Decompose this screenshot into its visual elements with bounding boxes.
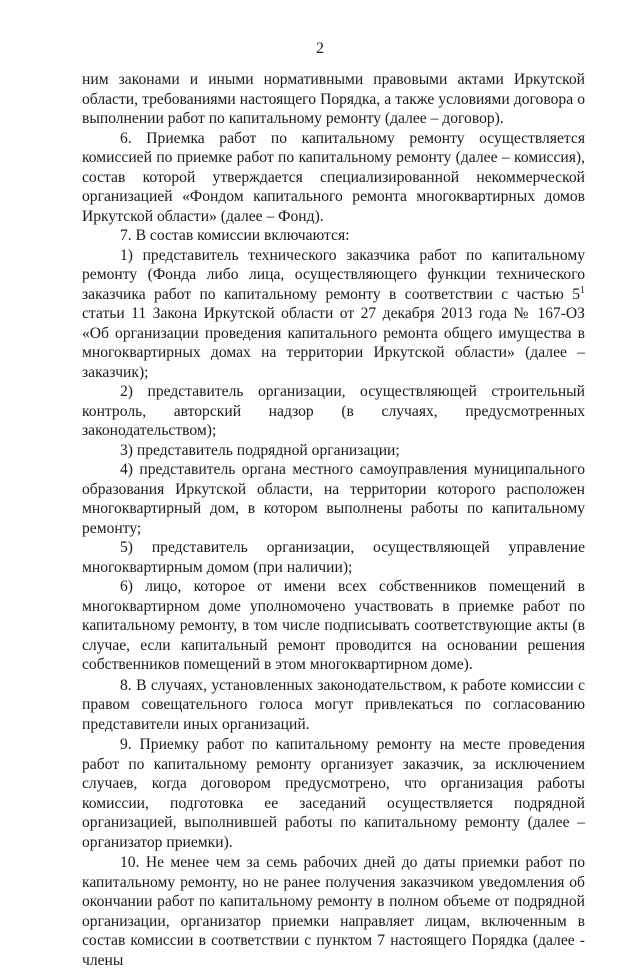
paragraph-9: 9. Приемку работ по капитальному ремонту на месте проведения работ по капитальному ремонту организует заказчик, за исключением случаев, когда договором предусмотрено, что организация работы комиссии, подготовка ее заседаний осуществляется подрядной организацией, выполнившей работы по капитальному ремонту (далее – организатор приемки). <box>82 736 585 851</box>
paragraph-7-item-6: 6) лицо, которое от имени всех собственников помещений в многоквартирном доме уполномочено участвовать в приемке работ по капитальному ремонту, в том числе подписывать соответствующие акты (в случае, если капитальный ремонт проводится на основании решения собственников помещений в этом многоквартирном доме). <box>82 578 585 673</box>
paragraph-7-item-2: 2) представитель организации, осуществляющей строительный контроль, авторский надзор (в случаях, предусмотренных законодательством); <box>82 383 585 439</box>
paragraph-7-item-5: 5) представитель организации, осуществляющей управление многоквартирным домом (при наличии); <box>82 539 585 576</box>
paragraph-7-item-1-text-b: статьи 11 Закона Иркутской области от 27 декабря 2013 года № 167-ОЗ «Об организации проведения капитального ремонта общего имущества в многоквартирных домах на территории Иркутской области» (далее – заказчик); <box>82 305 585 381</box>
page-number: 2 <box>316 40 324 57</box>
superscript-part-number: 1 <box>580 284 585 296</box>
paragraph-6: 6. Приемка работ по капитальному ремонту осуществляется комиссией по приемке работ по капитальному ремонту (далее – комиссия), состав которой утверждается специализированной некоммерческой организацией «Фондом капитального ремонта многоквартирных домов Иркутской области» (далее – Фонд). <box>82 129 585 225</box>
paragraph-8: 8. В случаях, установленных законодательством, к работе комиссии с правом совещательного голоса могут привлекаться по согласованию представители иных организаций. <box>82 676 585 733</box>
paragraph-7-item-1 <box>82 246 585 383</box>
document-body <box>82 70 585 970</box>
paragraph-7-item-1-text-a: 1) представитель технического заказчика работ по капитальному ремонту (Фонда либо лица, осуществляющего функции технического заказчика работ по капитальному ремонту в соответствии с частью 5 <box>82 246 585 303</box>
paragraph-7-item-3: 3) представитель подрядной организации; <box>120 441 400 459</box>
paragraph-continuation: ним законами и иными нормативными правовыми актами Иркутской области, требованиями настоящего Порядка, а также условиями договора о выполнении работ по капитальному ремонту (далее – договор). <box>82 71 585 127</box>
paragraph-7-item-4: 4) представитель органа местного самоуправления муниципального образования Иркутской области, на территории которого расположен многоквартирный дом, в котором выполнены работы по капитальному ремонту; <box>82 461 585 537</box>
paragraph-10: 10. Не менее чем за семь рабочих дней до даты приемки работ по капитальному ремонту, но не ранее получения заказчиком уведомления об окончании работ по капитальному ремонту в полном объеме от подрядной организации, организатор приемки направляет лицам, включенным в состав комиссии в соответствии с пунктом 7 настоящего Порядка (далее - члены <box>82 854 585 969</box>
paragraph-7: 7. В состав комиссии включаются: <box>120 227 350 244</box>
